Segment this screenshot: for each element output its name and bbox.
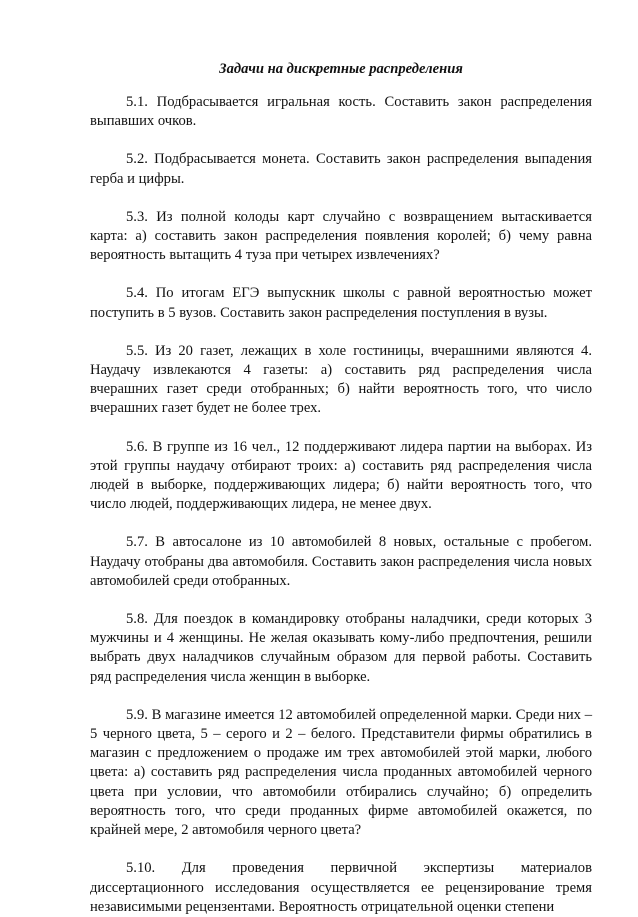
problem-5-6: 5.6. В группе из 16 чел., 12 поддерживают лидера партии на выборах. Из этой группы наудачу отбирают троих: а) составить ряд распределения числа людей в выборке, поддерживающих лидера; б) найти вероятность того, что число людей, поддерживающих лидера, не менее двух. (90, 438, 592, 513)
problem-5-8: 5.8. Для поездок в командировку отобраны наладчики, среди которых 3 мужчины и 4 женщины. Не желая оказывать кому-либо предпочтения, решили выбрать двух наладчиков случайным образом для первой работы. Составить ряд распределения числа женщин в выборке. (90, 611, 592, 685)
page-title: Задачи на дискретные распределения (219, 61, 463, 77)
problem-5-3: 5.3. Из полной колоды карт случайно с возвращением вытаскивается карта: а) составить закон распределения появления королей; б) чему равна вероятность вытащить 4 туза при четырех извлечениях? (90, 208, 592, 264)
problem-5-5: 5.5. Из 20 газет, лежащих в холе гостиницы, вчерашними являются 4. Наудачу извлекаются 4 газеты: а) составить ряд распределения числа вчерашних газет среди отобранных; б) найти вероятность того, что число вчерашних газет будет не более трех. (90, 342, 592, 417)
problem-5-9: 5.9. В магазине имеется 12 автомобилей определенной марки. Среди них – 5 черного цвета, 5 – серого и 2 – белого. Представители фирмы обратились в магазин с предложением о продаже им трех автомобилей этой марки, любого цвета: а) составить ряд распределения числа проданных автомобилей черного цвета при условии, что автомобили отбирались случайно; б) определить вероятность того, что среди проданных фирме автомобилей окажется, по крайней мере, 2 автомобиля черного цвета? (90, 706, 592, 839)
problem-5-1: 5.1. Подбрасывается игральная кость. Составить закон распределения выпавших очков. (90, 94, 592, 130)
problem-5-4: 5.4. По итогам ЕГЭ выпускник школы с равной вероятностью может поступить в 5 вузов. Составить закон распределения поступления в вузы. (90, 285, 592, 321)
problem-5-2: 5.2. Подбрасывается монета. Составить закон распределения выпадения герба и цифры. (90, 151, 592, 187)
problem-5-7: 5.7. В автосалоне из 10 автомобилей 8 новых, остальные с пробегом. Наудачу отобраны два автомобиля. Составить закон распределения числа новых автомобилей среди отобранных. (90, 534, 592, 589)
problem-5-10: 5.10. Для проведения первичной экспертизы материалов диссертационного исследования осуществляется ее рецензирование тремя независимыми рецензентами. Вероятность отрицательной оценки степени (90, 860, 592, 915)
